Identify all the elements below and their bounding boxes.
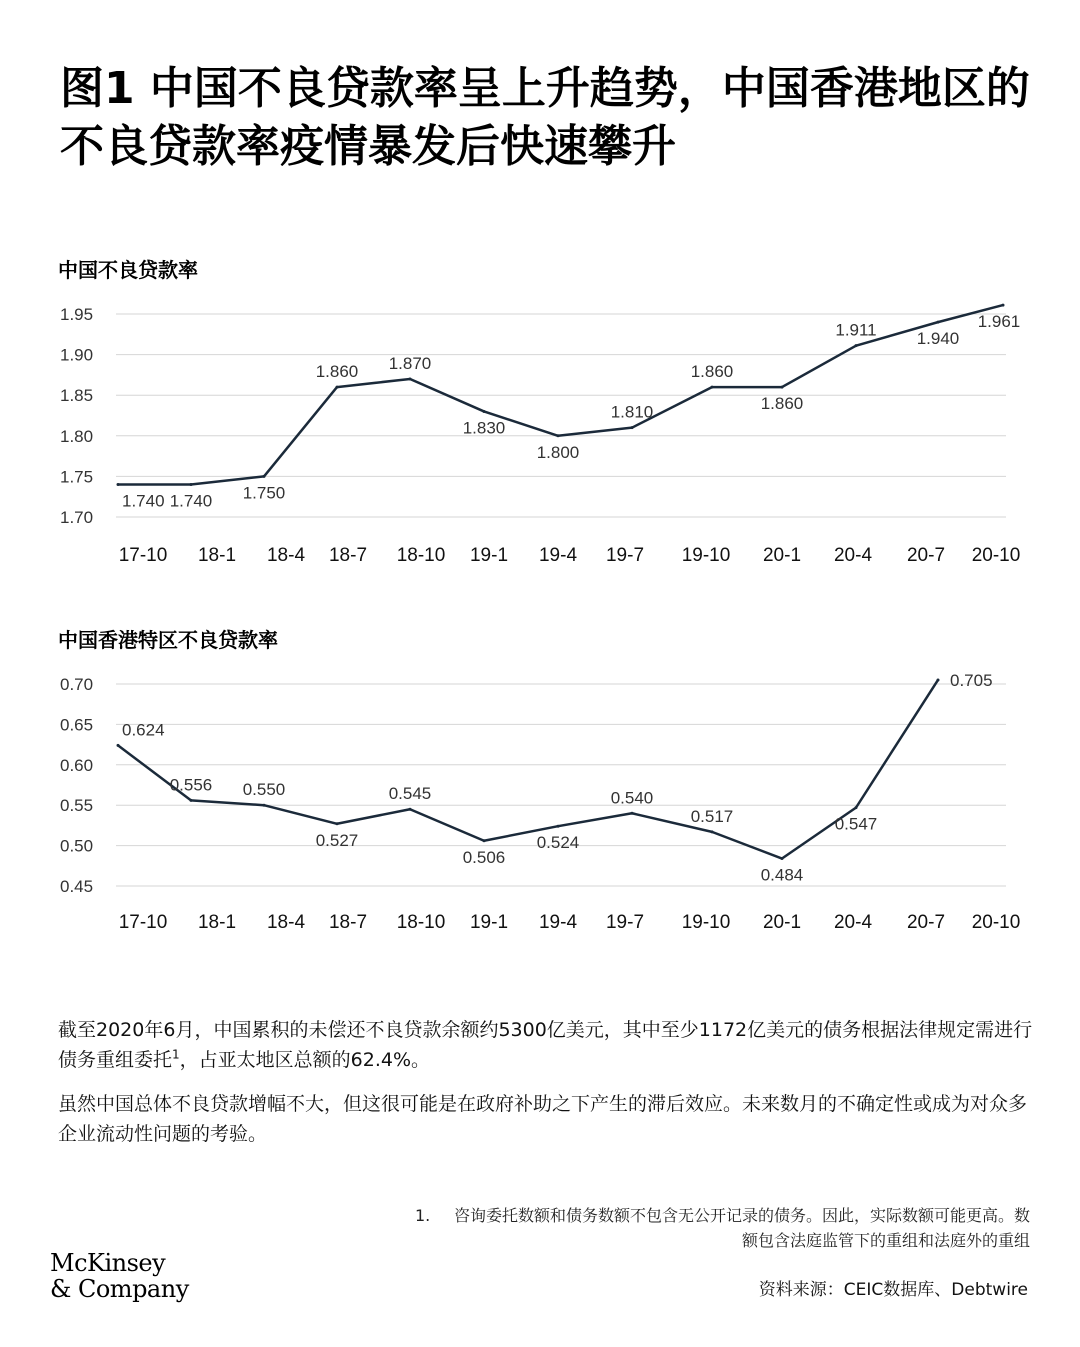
data-label: 1.750: [242, 483, 286, 503]
x-tick-label: 19-4: [538, 912, 578, 933]
x-tick-label: 19-10: [681, 912, 731, 933]
x-tick-label: 18-10: [396, 912, 446, 933]
data-label: 0.705: [950, 670, 993, 690]
x-tick-label: 18-10: [396, 545, 446, 566]
data-point: [855, 806, 858, 809]
page-title: 图1 中国不良贷款率呈上升趋势，中国香港地区的不良贷款率疫情暴发后快速攀升: [60, 63, 1030, 172]
x-tick-label: 18-7: [328, 545, 368, 566]
data-point: [483, 839, 486, 842]
y-tick-label: 0.70: [60, 675, 94, 694]
x-tick-label: 19-7: [605, 545, 645, 566]
y-tick-label: 1.90: [60, 345, 94, 365]
mckinsey-logo: [50, 1250, 189, 1302]
data-label: 0.556: [169, 775, 213, 795]
x-tick-label: 20-7: [906, 545, 946, 566]
logo-line-2: & Company: [50, 1275, 189, 1303]
x-tick-label: 19-1: [469, 545, 509, 566]
data-label: 0.545: [388, 784, 432, 804]
data-label: 1.860: [760, 394, 804, 414]
footnote-number: 1.: [415, 1206, 431, 1225]
paragraph-2: 虽然中国总体不良贷款增幅不大，但这很可能是在政府补助之下产生的滞后效应。未来数月的不确定性或成为对众多企业流动性问题的考验。: [58, 1093, 1028, 1145]
footnote-ref: 1: [172, 1047, 180, 1062]
x-tick-label: 19-1: [469, 912, 509, 933]
data-label: 0.547: [834, 814, 878, 834]
data-label: 0.506: [462, 847, 506, 867]
data-point: [781, 857, 784, 860]
data-label: 0.540: [610, 788, 654, 808]
data-label: 0.624: [122, 720, 165, 740]
x-tick-label: 17-10: [118, 545, 168, 566]
logo-line-1: McKinsey: [50, 1249, 166, 1277]
footnote-text: 咨询委托数额和债务数额不包含无公开记录的债务。因此，实际数额可能更高。数额包含法庭监管下的重组和法庭外的重组: [453, 1206, 1030, 1250]
data-label: 1.870: [388, 353, 432, 373]
x-tick-label: 20-10: [971, 912, 1021, 933]
data-label: 1.911: [835, 320, 877, 340]
data-label: 1.940: [916, 329, 960, 349]
y-tick-label: 0.50: [60, 836, 94, 856]
data-point: [711, 830, 714, 833]
x-tick-label: 20-10: [971, 545, 1021, 566]
y-tick-label: 0.45: [60, 877, 94, 896]
y-tick-label: 1.80: [60, 426, 94, 446]
chart2-title: 中国香港特区不良贷款率: [58, 628, 278, 652]
data-point: [190, 799, 193, 802]
footnote: [415, 1203, 1030, 1253]
y-tick-label: 0.60: [60, 755, 94, 775]
x-tick-label: 19-7: [605, 912, 645, 933]
data-point: [557, 825, 560, 828]
x-tick-label: 18-7: [328, 912, 368, 933]
y-tick-label: 1.85: [60, 386, 94, 406]
data-label: 1.860: [315, 362, 359, 382]
x-tick-label: 20-1: [762, 545, 802, 566]
data-label: 0.524: [536, 833, 580, 853]
y-tick-label: 0.55: [60, 796, 94, 816]
paragraph-1-text: 截至2020年6月，中国累积的未偿还不良贷款余额约5300亿美元，其中至少1172亿美元的债务根据法律规定需进行债务重组委托: [58, 1019, 1033, 1071]
data-label: 1.800: [536, 442, 580, 462]
data-label: 1.961: [977, 312, 1021, 332]
data-label: 1.860: [690, 362, 734, 382]
data-label: 0.484: [760, 865, 804, 885]
x-tick-label: 18-1: [197, 912, 237, 933]
x-tick-label: 17-10: [118, 912, 168, 933]
paragraph-1: [58, 1015, 1033, 1075]
x-tick-label: 20-1: [762, 912, 802, 933]
data-point: [937, 678, 940, 681]
source-note: 资料来源：CEIC数据库、Debtwire: [758, 1280, 1028, 1300]
chart1-title: 中国不良贷款率: [58, 258, 198, 282]
x-tick-label: 19-4: [538, 545, 578, 566]
series-line: [118, 680, 938, 859]
data-label: 1.830: [462, 418, 506, 438]
data-label: 1.740: [169, 491, 213, 511]
x-tick-label: 18-4: [266, 545, 306, 566]
data-label: 1.740: [122, 491, 165, 511]
y-tick-label: 1.70: [60, 508, 94, 527]
y-tick-label: 1.75: [60, 467, 94, 487]
data-point: [336, 822, 339, 825]
data-label: 0.550: [242, 780, 286, 800]
y-tick-label: 0.65: [60, 715, 94, 735]
data-point: [409, 808, 412, 811]
x-tick-label: 20-7: [906, 912, 946, 933]
x-tick-label: 18-4: [266, 912, 306, 933]
y-tick-label: 1.95: [60, 305, 94, 324]
paragraph-1-tail: ，占亚太地区总额的62.4%。: [179, 1049, 431, 1071]
x-tick-label: 18-1: [197, 545, 237, 566]
data-point: [631, 812, 634, 815]
data-point: [117, 744, 120, 747]
x-tick-label: 20-4: [833, 912, 873, 933]
data-label: 0.517: [690, 806, 734, 826]
data-label: 1.810: [610, 402, 654, 422]
data-point: [263, 804, 266, 807]
data-label: 0.527: [315, 830, 359, 850]
x-tick-label: 20-4: [833, 545, 873, 566]
x-tick-label: 19-10: [681, 545, 731, 566]
